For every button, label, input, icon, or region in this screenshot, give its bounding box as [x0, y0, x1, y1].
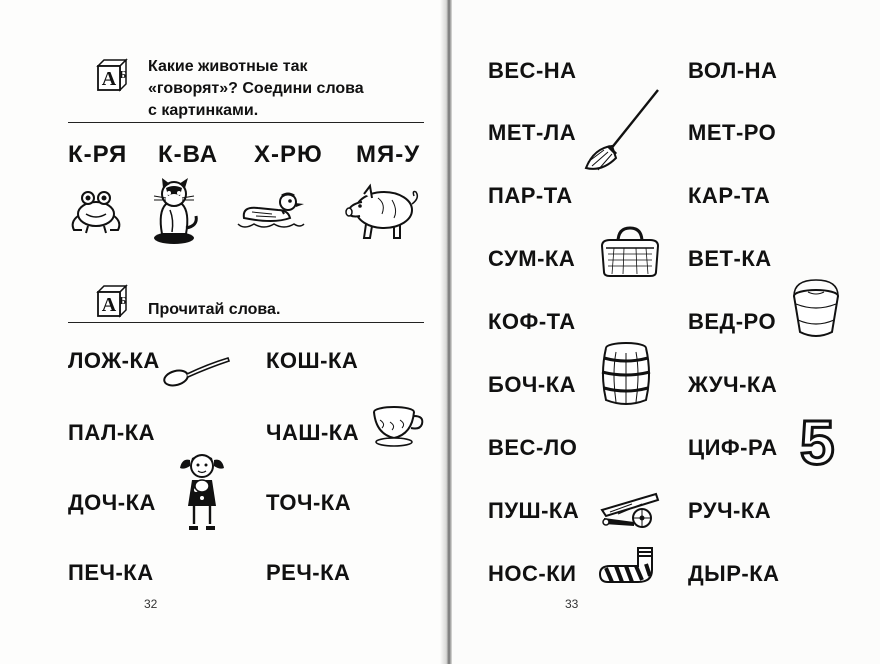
- syllable-word: КОШ-КА: [266, 348, 359, 373]
- abc-letter-a: А: [101, 294, 117, 316]
- syllable-word: ДЫР-КА: [688, 561, 780, 586]
- frog-icon: [66, 186, 126, 236]
- syllable-word: ПАЛ-КА: [68, 420, 156, 445]
- girl-icon: [176, 450, 228, 532]
- syllable-word: ПУШ-КА: [488, 498, 580, 523]
- sound-word: Х-РЮ: [254, 141, 323, 168]
- task2-title: Прочитай слова.: [148, 301, 281, 318]
- task1-title: [148, 56, 428, 122]
- right-page: [452, 0, 880, 664]
- sound-word: К-РЯ: [68, 141, 128, 168]
- task1-title-line: с картинками.: [148, 102, 259, 119]
- duck-icon: [234, 190, 306, 236]
- barrel-icon: [600, 342, 652, 406]
- page-number: 33: [565, 597, 579, 611]
- abc-letter-b: Б: [119, 70, 127, 81]
- syllable-word: ВЕД-РО: [688, 309, 777, 334]
- task1-title-line: «говорят»? Соедини слова: [148, 80, 364, 97]
- divider: [68, 122, 424, 123]
- syllable-word: СУМ-КА: [488, 246, 576, 271]
- abc-block-icon: [94, 58, 130, 94]
- syllable-word: КАР-ТА: [688, 183, 771, 208]
- cat-icon: [150, 176, 202, 246]
- syllable-word: МЕТ-РО: [688, 120, 777, 145]
- syllable-word: МЕТ-ЛА: [488, 120, 577, 145]
- abc-letter-b: Б: [119, 296, 127, 307]
- syllable-word: РУЧ-КА: [688, 498, 772, 523]
- spoon-icon: [160, 352, 232, 388]
- syllable-word: ЖУЧ-КА: [688, 372, 778, 397]
- divider: [68, 322, 424, 323]
- syllable-word: ТОЧ-КА: [266, 490, 352, 515]
- page-number: 32: [144, 597, 158, 611]
- bucket-icon: [788, 278, 844, 340]
- sound-word: МЯ-У: [356, 141, 421, 168]
- syllable-word: ЦИФ-РА: [688, 435, 778, 460]
- digit-five-text: 5: [800, 409, 835, 478]
- task1-title-line: Какие животные так: [148, 58, 308, 75]
- abc-block-icon: [94, 284, 130, 320]
- syllable-word: БОЧ-КА: [488, 372, 577, 397]
- sound-word: К-ВА: [158, 141, 219, 168]
- teacup-icon: [370, 404, 426, 448]
- pig-icon: [342, 180, 422, 242]
- syllable-word: ЛОЖ-КА: [68, 348, 160, 373]
- syllable-word: ВЕТ-КА: [688, 246, 772, 271]
- abc-letter-a: А: [101, 68, 117, 90]
- syllable-word: КОФ-ТА: [488, 309, 576, 334]
- digit-five-icon: [796, 408, 848, 478]
- syllable-word: ПЕЧ-КА: [68, 560, 154, 585]
- syllable-word: ВЕС-НА: [488, 58, 577, 83]
- syllable-word: ЧАШ-КА: [266, 420, 360, 445]
- syllable-word: ПАР-ТА: [488, 183, 573, 208]
- syllable-word: РЕЧ-КА: [266, 560, 351, 585]
- syllable-word: ДОЧ-КА: [68, 490, 156, 515]
- syllable-word: НОС-КИ: [488, 561, 577, 586]
- syllable-word: ВЕС-ЛО: [488, 435, 578, 460]
- handbag-icon: [598, 226, 662, 278]
- broom-icon: [582, 88, 662, 174]
- sock-icon: [598, 546, 656, 584]
- syllable-word: ВОЛ-НА: [688, 58, 778, 83]
- cannon-icon: [598, 490, 662, 532]
